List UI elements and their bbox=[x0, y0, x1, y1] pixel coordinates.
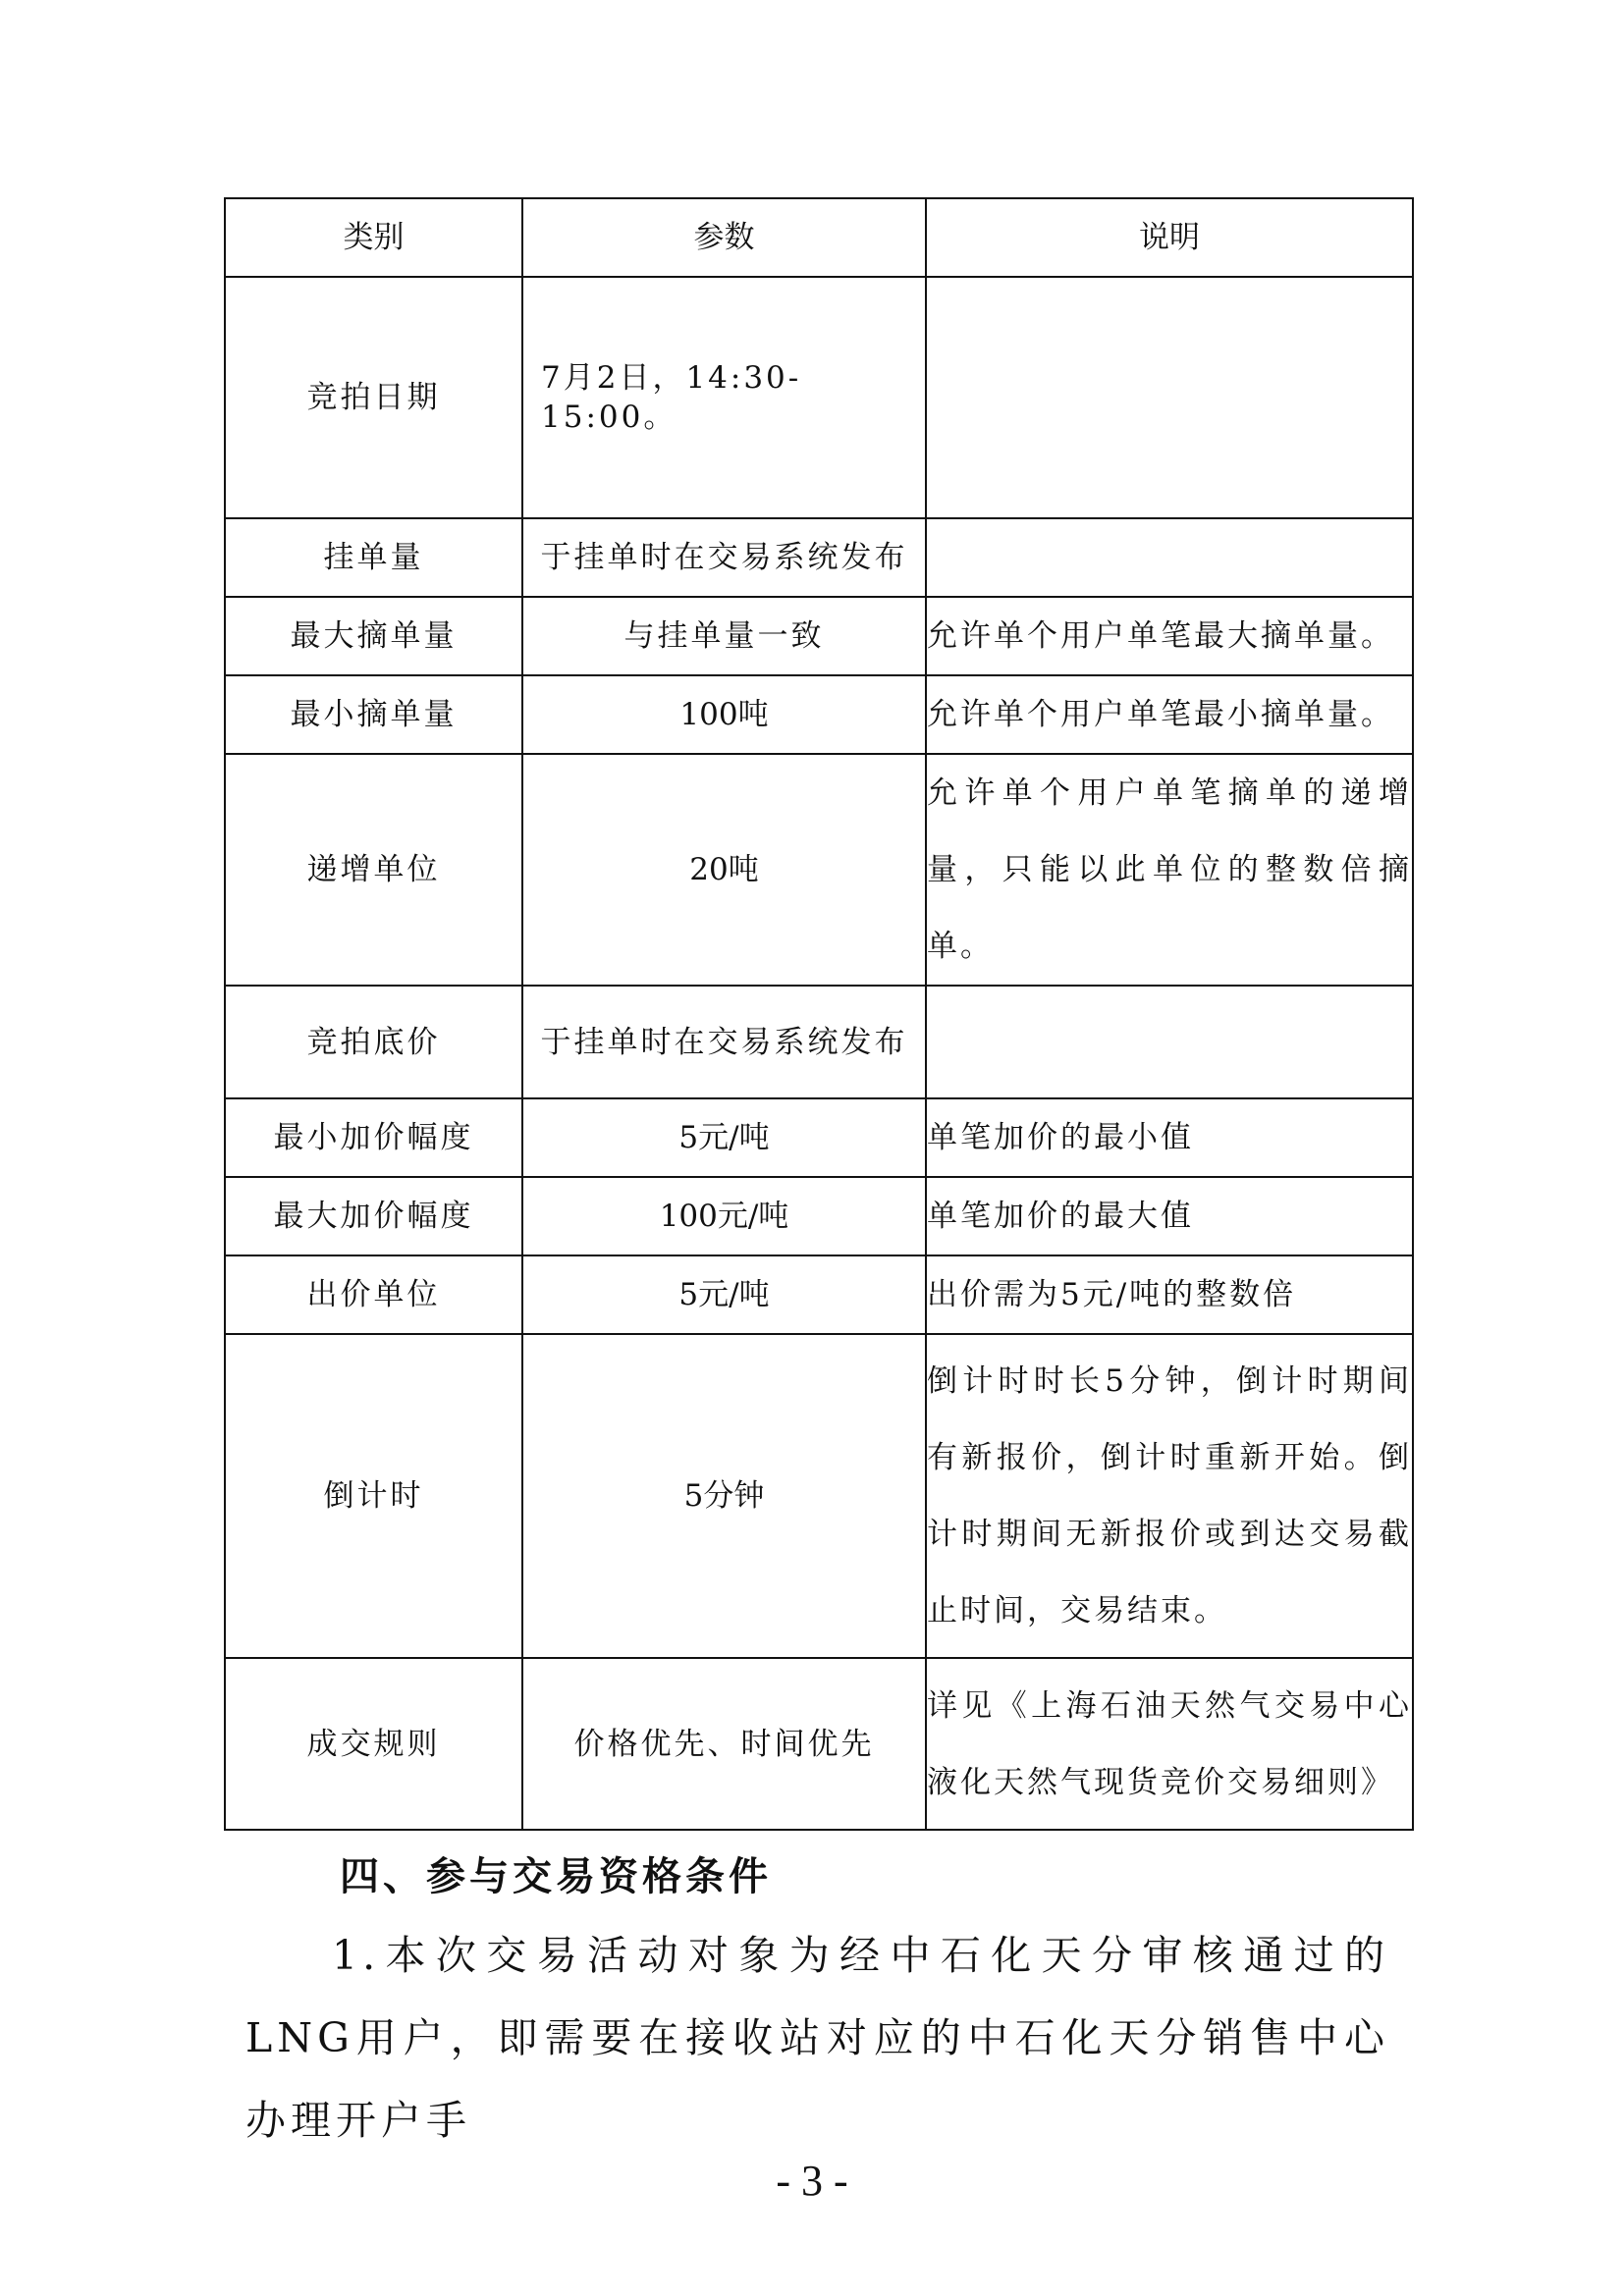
table-row bbox=[225, 754, 1413, 986]
row-parameter: 20吨 bbox=[522, 754, 926, 986]
row-category: 竞拍底价 bbox=[225, 986, 522, 1098]
row-parameter: 7月2日，14:30-15:00。 bbox=[522, 277, 926, 518]
table-row bbox=[225, 675, 1413, 754]
row-description: 允许单个用户单笔摘单的递增量，只能以此单位的整数倍摘单。 bbox=[926, 754, 1413, 986]
row-description: 单笔加价的最小值 bbox=[926, 1098, 1413, 1177]
row-category: 递增单位 bbox=[225, 754, 522, 986]
row-description bbox=[926, 277, 1413, 518]
auction-parameters-table bbox=[224, 197, 1414, 1831]
table-header-row bbox=[225, 198, 1413, 277]
page-number: - 3 - bbox=[776, 2157, 848, 2205]
row-description: 允许单个用户单笔最小摘单量。 bbox=[926, 675, 1413, 754]
row-description: 详见《上海石油天然气交易中心液化天然气现货竞价交易细则》 bbox=[926, 1658, 1413, 1830]
header-category: 类别 bbox=[225, 198, 522, 277]
row-parameter: 与挂单量一致 bbox=[522, 597, 926, 675]
row-category: 最大加价幅度 bbox=[225, 1177, 522, 1255]
table-row bbox=[225, 518, 1413, 597]
row-category: 出价单位 bbox=[225, 1255, 522, 1334]
table-row bbox=[225, 597, 1413, 675]
row-parameter: 5元/吨 bbox=[522, 1098, 926, 1177]
row-category: 最小摘单量 bbox=[225, 675, 522, 754]
table-row bbox=[225, 1177, 1413, 1255]
body-paragraph: 1.本次交易活动对象为经中石化天分审核通过的LNG用户，即需要在接收站对应的中石化天分销售中心办理开户手 bbox=[245, 1932, 1389, 2144]
row-category: 挂单量 bbox=[225, 518, 522, 597]
row-category: 最小加价幅度 bbox=[225, 1098, 522, 1177]
table-row bbox=[225, 1255, 1413, 1334]
row-description: 倒计时时长5分钟，倒计时期间有新报价，倒计时重新开始。倒计时期间无新报价或到达交易截止时间，交易结束。 bbox=[926, 1334, 1413, 1658]
table-row bbox=[225, 1658, 1413, 1830]
row-parameter: 100吨 bbox=[522, 675, 926, 754]
row-parameter: 5分钟 bbox=[522, 1334, 926, 1658]
row-description: 允许单个用户单笔最大摘单量。 bbox=[926, 597, 1413, 675]
row-category: 成交规则 bbox=[225, 1658, 522, 1830]
row-parameter: 5元/吨 bbox=[522, 1255, 926, 1334]
row-category: 倒计时 bbox=[225, 1334, 522, 1658]
header-description: 说明 bbox=[926, 198, 1413, 277]
row-description: 单笔加价的最大值 bbox=[926, 1177, 1413, 1255]
row-parameter: 100元/吨 bbox=[522, 1177, 926, 1255]
row-description: 出价需为5元/吨的整数倍 bbox=[926, 1255, 1413, 1334]
header-parameter: 参数 bbox=[522, 198, 926, 277]
row-description bbox=[926, 518, 1413, 597]
section-heading: 四、参与交易资格条件 bbox=[340, 1854, 772, 1899]
table-row bbox=[225, 1098, 1413, 1177]
table-row bbox=[225, 986, 1413, 1098]
table-row bbox=[225, 277, 1413, 518]
row-category: 竞拍日期 bbox=[225, 277, 522, 518]
row-parameter: 价格优先、时间优先 bbox=[522, 1658, 926, 1830]
table-row bbox=[225, 1334, 1413, 1658]
row-parameter: 于挂单时在交易系统发布 bbox=[522, 518, 926, 597]
row-category: 最大摘单量 bbox=[225, 597, 522, 675]
row-parameter: 于挂单时在交易系统发布 bbox=[522, 986, 926, 1098]
row-description bbox=[926, 986, 1413, 1098]
